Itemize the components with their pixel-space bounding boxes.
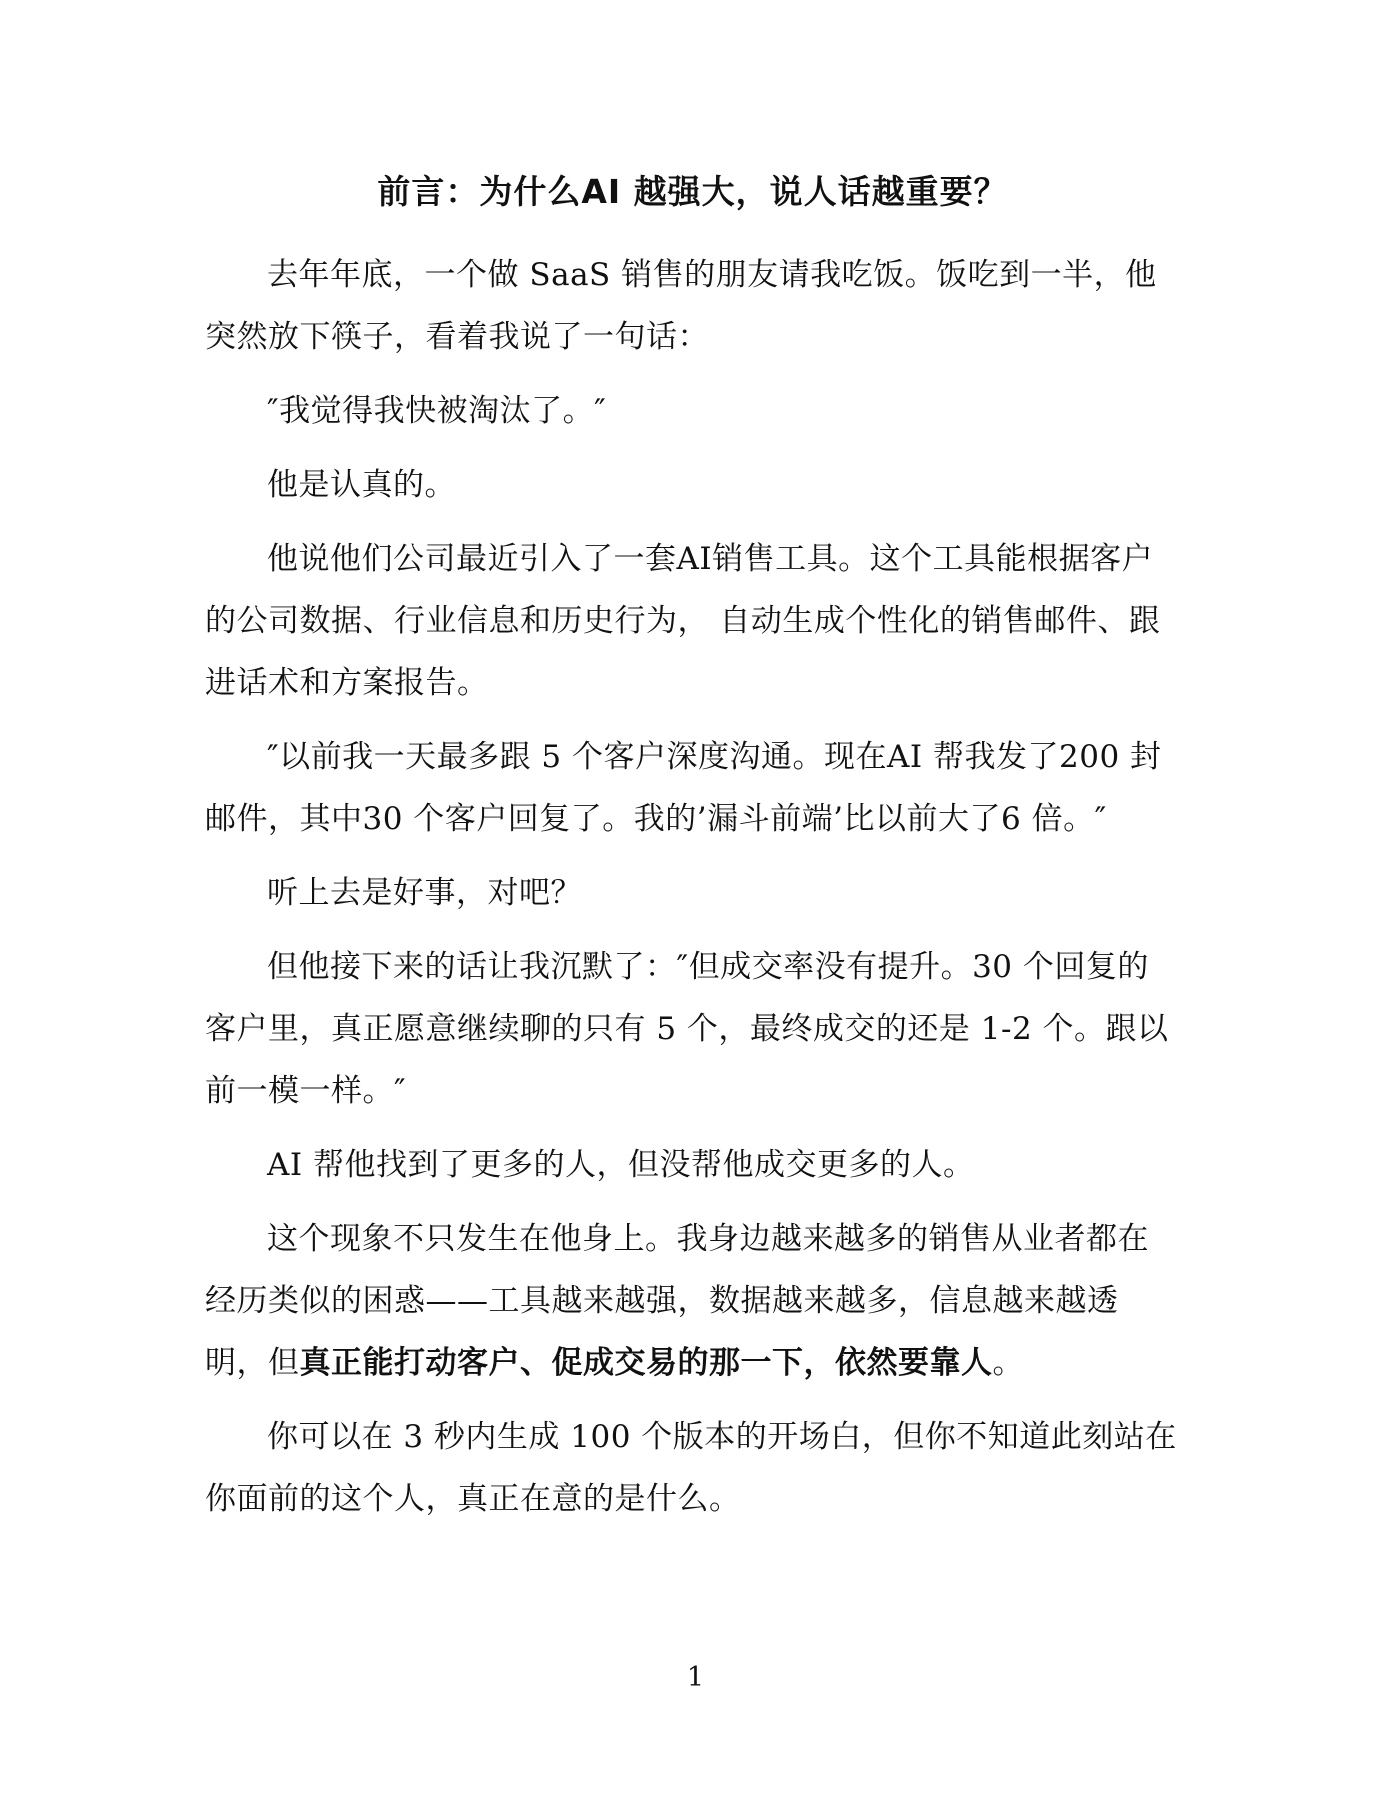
paragraph-1: 去年年底，一个做 SaaS 销售的朋友请我吃饭。饭吃到一半，他突然放下筷子，看着我说了一句话： bbox=[205, 257, 1157, 355]
paragraph-9-text-after: 。 bbox=[992, 1345, 1024, 1381]
paragraph-5: ″以前我一天最多跟 5 个客户深度沟通。现在AI 帮我发了200 封邮件，其中30 个客户回复了。我的’漏斗前端’比以前大了6 倍。″ bbox=[205, 739, 1162, 837]
paragraph-3: 他是认真的。 bbox=[267, 467, 456, 503]
paragraph-9-text-before: 这个现象不只发生在他身上。我身边越来越多的销售从业者都在经历类似的困惑——工具越来越强，数据越来越多，信息越来越透明，但 bbox=[205, 1221, 1149, 1381]
page-number: 1 bbox=[686, 1662, 705, 1693]
chapter-title: 前言：为什么AI 越强大，说人话越重要？ bbox=[377, 172, 1008, 211]
paragraph-10: 你可以在 3 秒内生成 100 个版本的开场白，但你不知道此刻站在你面前的这个人，真正在意的是什么。 bbox=[205, 1419, 1177, 1517]
paragraph-7: 但他接下来的话让我沉默了：″但成交率没有提升。30 个回复的客户里，真正愿意继续聊的只有 5 个，最终成交的还是 1-2 个。跟以前一模一样。″ bbox=[205, 949, 1169, 1109]
paragraph-9-emphasis: 真正能打动客户、促成交易的那一下，依然要靠人 bbox=[299, 1345, 993, 1381]
paragraph-9 bbox=[205, 1208, 1180, 1394]
paragraph-2: ″我觉得我快被淘汰了。″ bbox=[267, 393, 607, 429]
paragraph-4: 他说他们公司最近引入了一套AI销售工具。这个工具能根据客户的公司数据、行业信息和历史行为， 自动生成个性化的销售邮件、跟进话术和方案报告。 bbox=[205, 541, 1161, 701]
document-body bbox=[205, 170, 1180, 1542]
paragraph-6: 听上去是好事，对吧？ bbox=[267, 875, 582, 911]
paragraph-8: AI 帮他找到了更多的人，但没帮他成交更多的人。 bbox=[267, 1147, 975, 1183]
